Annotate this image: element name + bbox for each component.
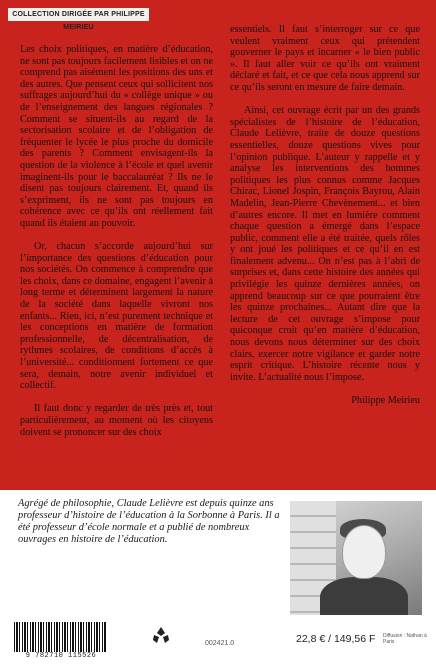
book-code: 002421.0 [205,640,235,647]
author-bio: Agrégé de philosophie, Claude Lelièvre est depuis quinze ans professeur d’histoire de l’éducation à la Sorbonne à Paris. Il a été professeur d’école normale et a publié de nombreux ouvrages en histoire de l’éducation. [18,498,280,545]
paragraph: Or, chacun s’accorde aujourd’hui sur l’importance des questions d’éducation pour nos sociétés. On commence à comprendre que les choix, dans ce domaine, engagent l’avenir à long terme et déterminent largement la nature de la société dans laquelle vivront nos enfants... Rien, ici, n’est purement technique et les conceptions en matière de formation professionnelle, de décentralisation, de rythmes scolaires, de conditions d’accès à l’université... conditionnent fortement ce que sera, demain, notre avenir individuel et collectif. [20,241,213,392]
signature: Philippe Meirieu [351,395,420,406]
paragraph: Il faut donc y regarder de très près et, tout particulièrement, au moment où les citoyens doivent se prononcer sur des choix [20,403,213,438]
price: 22,8 € / 149,56 F [296,633,376,645]
back-cover-text-left [20,44,213,450]
isbn-number: 9 782710 115526 [25,652,97,660]
publisher-logo-icon [150,625,172,647]
paragraph: Ainsi, cet ouvrage écrit par un des grands spécialistes de l’histoire de l’éducation, Claude Lelièvre, traite de douze questions essentielles, douze questions vives pour l’opinion publique. L’auteur y rappelle et y analyse les interventions des hommes politiques les plus connus comme Jacques Chirac, Lionel Jospin, François Bayrou, Alain Madelin, Jean-Pierre Chevènement... et bien d’autres encore. Il met en lumière comment chaque question a émergé dans l’espace public, comment elle a été traitée, quels rôles y ont joué les politiques et ce qu’il en est finalement advenu... On n’est pas à l’abri de surprises et, dans cette histoire des années qui privilégie les quinze dernières années, on apprend beaucoup sur ce que pourraient être les quinze prochaines... Autant dire que la lecture de cet ouvrage s’impose pour quiconque croit qu’en matière d’éducation, nous devons nous déterminer sur des choix clairs, exercer notre vigilance et garder notre esprit critique. L’histoire récente nous y invite. L’actualité nous l’impose. [230,105,420,383]
author-photo [290,501,422,615]
distribution-note: Diffusion : Nathan à Paris [383,633,427,645]
collection-label: COLLECTION DIRIGÉE PAR PHILIPPE MEIRIEU [8,8,149,21]
paragraph: essentiels. Il faut s’interroger sur ce que veulent vraiment ceux qui prétendent gouverner le pays et incarner « le bien public ». Il faut aller voir ce qu’ils ont vraiment déclaré et fait, et ce que cela nous apprend sur ce qu’ils seront en mesure de faire demain. [230,24,420,93]
barcode [14,622,106,652]
paragraph: Les choix politiques, en matière d’éducation, ne sont pas toujours facilement lisibles et on ne comprend pas aisément les positions des uns et des autres. Que pensent ceux qui sollicitent nos suffrages aujourd’hui du « collège unique » ou de l’enseignement des langues régionales ? Comment se situent-ils au regard de la sectorisation scolaire et de l’obligation de fréquenter le lycée le plus proche du domicile des parents ? Comment envisagent-ils la question de la violence à l’école et quel avenir imaginent-ils pour le baccalauréat ? Ils ne le disent pas toujours clairement. Et, quand ils s’expriment, ils ne sont pas toujours en cohérence avec ce qu’ils ont réellement fait quand ils étaient au pouvoir. [20,44,213,229]
back-cover-text-right [230,24,420,418]
